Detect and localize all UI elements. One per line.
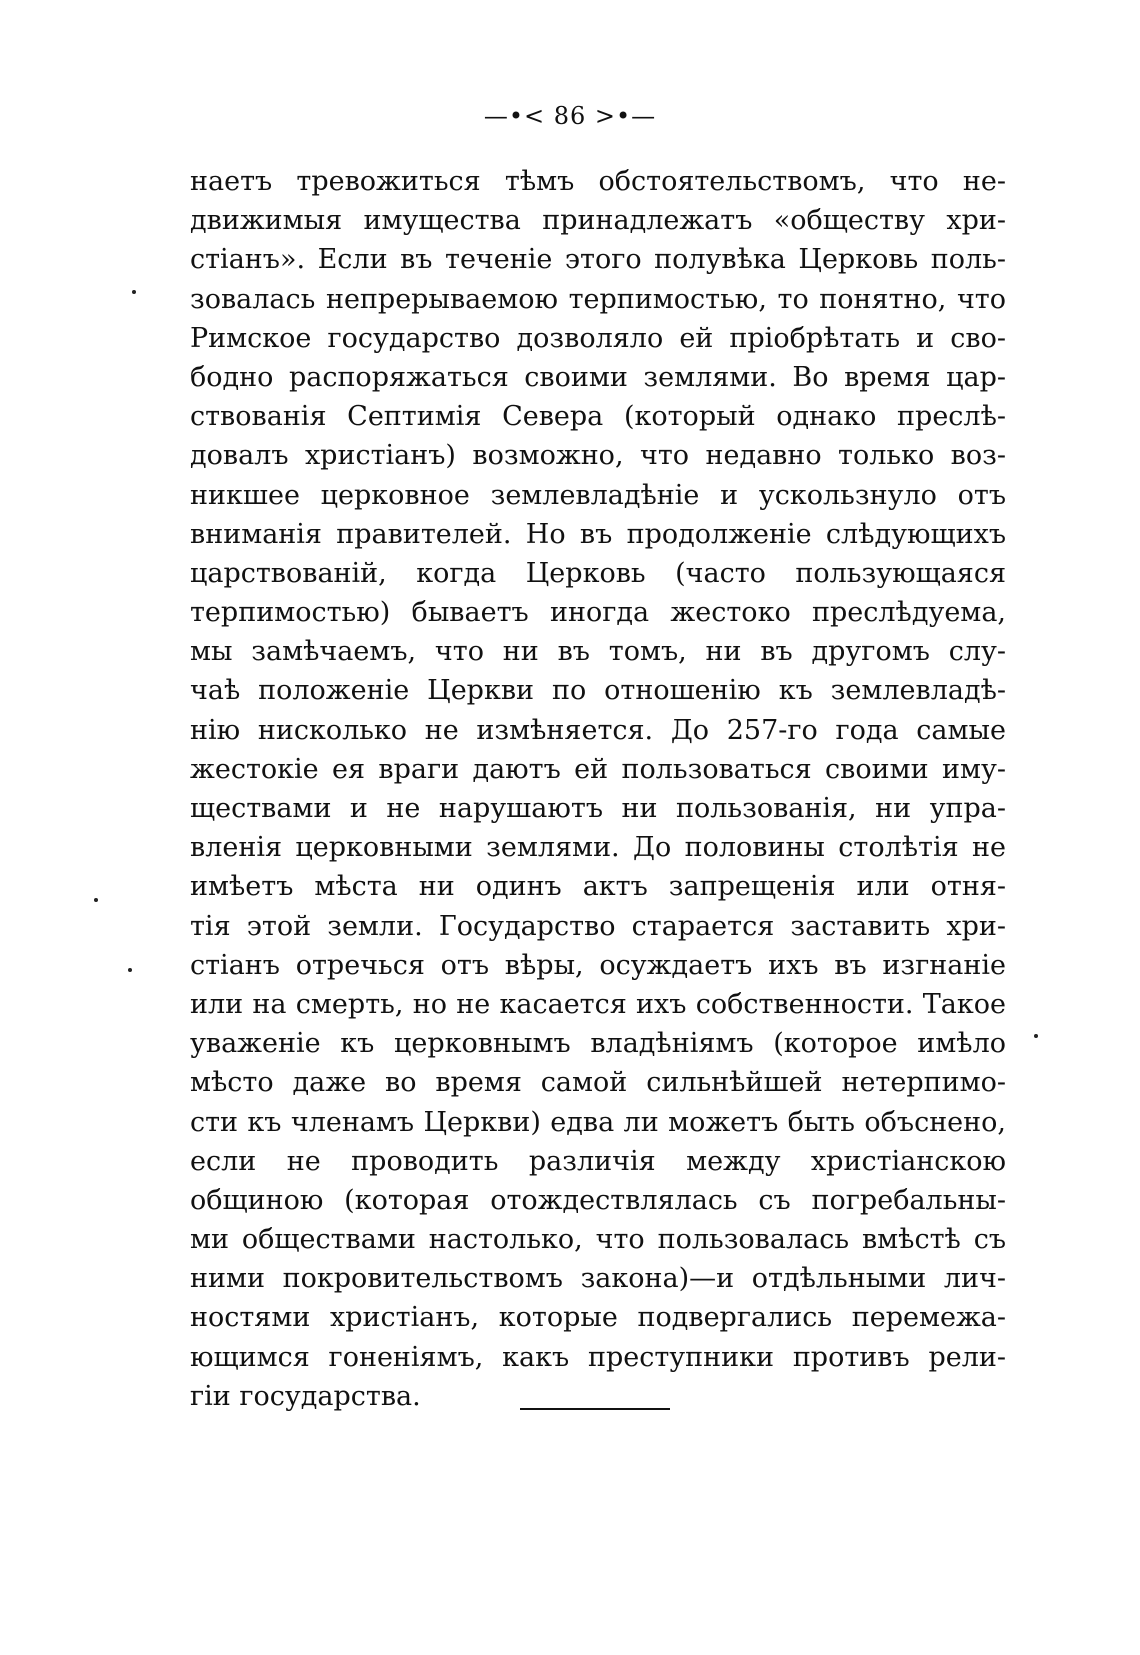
print-speck [94, 898, 98, 902]
text-line: стіанъ». Если въ теченіе этого полувѣка Церковь поль- [190, 244, 1006, 276]
closing-rule [520, 1408, 670, 1410]
text-line: ми обществами настолько, что пользовалась вмѣстѣ съ [190, 1224, 1006, 1256]
text-line: или на смерть, но не касается ихъ собственности. Такое [190, 988, 1006, 1020]
text-line: общиною (которая отождествлялась съ погребальны- [190, 1184, 1006, 1216]
text-line: уваженіе къ церковнымъ владѣніямъ (которое имѣло [190, 1028, 1006, 1060]
text-line: движимыя имущества принадлежатъ «обществу хри- [190, 205, 1006, 237]
text-line: если не проводить различія между христіанскою [190, 1145, 1006, 1177]
print-speck [132, 290, 136, 294]
text-line: имѣетъ мѣста ни одинъ актъ запрещенія или отня- [190, 871, 1006, 903]
text-line: жестокіе ея враги даютъ ей пользоваться своими иму- [190, 753, 1006, 785]
text-line: мѣсто даже во время самой сильнѣйшей нетерпимо- [190, 1067, 1006, 1099]
text-line: царствованій, когда Церковь (часто пользующаяся [190, 557, 1006, 589]
text-line: терпимостью) бываетъ иногда жестоко преслѣдуема, [190, 597, 1006, 629]
text-line: чаѣ положеніе Церкви по отношенію къ землевладѣ- [190, 675, 1006, 707]
text-line: тія этой земли. Государство старается заставить хри- [190, 910, 1006, 942]
text-line-last: гіи государства. [190, 1380, 421, 1412]
text-line: никшее церковное землевладѣніе и ускользнуло отъ [190, 479, 1006, 511]
text-line: ними покровительствомъ закона)—и отдѣльными лич- [190, 1263, 1006, 1295]
text-line: нію нисколько не измѣняется. До 257-го года самые [190, 714, 1006, 746]
text-line: ствованія Септимія Севера (который однако преслѣ- [190, 401, 1006, 433]
text-line: стіанъ отречься отъ вѣры, осуждаетъ ихъ въ изгнаніе [190, 949, 1006, 981]
text-line: наетъ тревожиться тѣмъ обстоятельствомъ, что не- [190, 166, 1006, 197]
text-line: вленія церковными землями. До половины столѣтія не [190, 832, 1006, 864]
text-line: довалъ христіанъ) возможно, что недавно только воз- [190, 440, 1006, 472]
text-line: вниманія правителей. Но въ продолженіе слѣдующихъ [190, 518, 1006, 550]
print-speck [128, 968, 132, 972]
text-line: бодно распоряжаться своими землями. Во время цар- [190, 361, 1006, 393]
text-line: ществами и не нарушаютъ ни пользованія, ни упра- [190, 793, 1006, 824]
text-line: ющимся гоненіямъ, какъ преступники противъ рели- [190, 1341, 1006, 1373]
text-line: сти къ членамъ Церкви) едва ли можетъ быть объснено, [190, 1106, 1006, 1138]
text-line: ностями христіанъ, которые подвергались перемежа- [190, 1302, 1006, 1334]
text-line: зовалась непрерываемою терпимостью, то понятно, что [190, 283, 1006, 315]
text-line: Римское государство дозволяло ей пріобрѣтать и сво- [190, 322, 1006, 354]
print-speck [1034, 1034, 1038, 1038]
page-number: —•< 86 >•— [483, 102, 657, 130]
text-line: мы замѣчаемъ, что ни въ томъ, ни въ другомъ слу- [190, 636, 1006, 668]
body-text [190, 162, 1006, 1416]
